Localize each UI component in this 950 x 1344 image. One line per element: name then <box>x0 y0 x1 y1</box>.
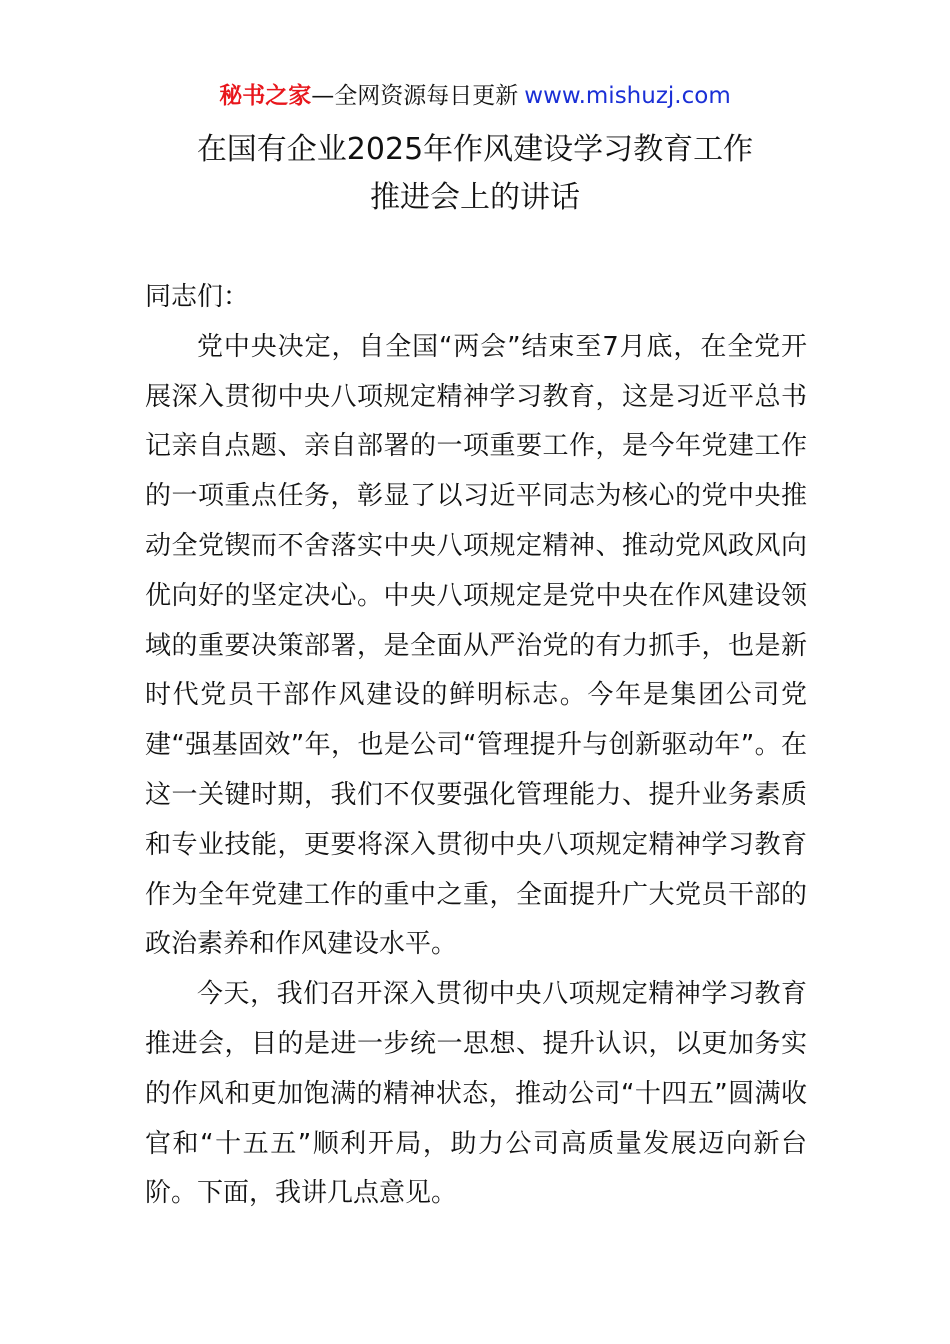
paragraph-1: 党中央决定，自全国“两会”结束至7月底，在全党开展深入贯彻中央八项规定精神学习教育，这是习近平总书记亲自点题、亲自部署的一项重要工作，是今年党建工作的一项重点任务，彰显了以习近平同志为核心的党中央推动全党锲而不舍落实中央八项规定精神、推动党风政风向优向好的坚定决心。中央八项规定是党中央在作风建设领域的重要决策部署，是全面从严治党的有力抓手，也是新时代党员干部作风建设的鲜明标志。今年是集团公司党建“强基固效”年，也是公司“管理提升与创新驱动年”。在这一关键时期，我们不仅要强化管理能力、提升业务素质和专业技能，更要将深入贯彻中央八项规定精神学习教育作为全年党建工作的重中之重，全面提升广大党员干部的政治素养和作风建设水平。 <box>145 331 807 960</box>
title-line-1: 在国有企业2025年作风建设学习教育工作 <box>196 132 754 167</box>
document-title <box>0 126 950 222</box>
site-header <box>0 80 950 112</box>
document-body <box>145 273 807 1219</box>
title-line-2: 推进会上的讲话 <box>370 180 580 215</box>
paragraph-2: 今天，我们召开深入贯彻中央八项规定精神学习教育推进会，目的是进一步统一思想、提升认识，以更加务实的作风和更加饱满的精神状态，推动公司“十四五”圆满收官和“十五五”顺利开局，助力公司高质量发展迈向新台阶。下面，我讲几点意见。 <box>145 979 807 1209</box>
salutation: 同志们： <box>145 282 250 312</box>
header-tagline: —全网资源每日更新 <box>311 83 519 109</box>
brand-name: 秘书之家 <box>219 83 312 109</box>
site-url-link[interactable]: www.mishuzj.com <box>524 83 731 109</box>
